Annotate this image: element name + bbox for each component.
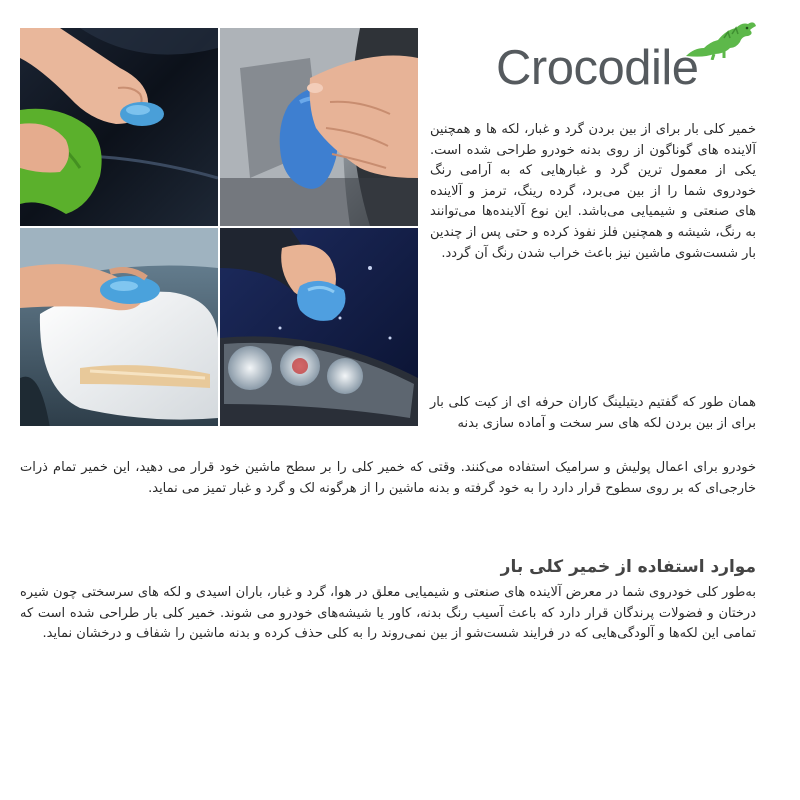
photo-3-image	[20, 228, 218, 426]
photo-hand-clay-bar-dark-car-door	[20, 28, 218, 226]
brand-logo	[496, 18, 766, 102]
uses-paragraph: به‌طور کلی خودروی شما در معرض آلاینده های صنعتی و شیمیایی معلق در هوا، گرد و غبار، باران اسیدی و لکه های سرسختی چون شیره درختان و فضولات پرندگان قرار دارد که باعث آسیب رنگ بدنه، کاور یا شیشه‌های خودرو می شوند. خمیر کلی بار طراحی شده است که تمامی این لکه‌ها و آلودگی‌هایی که در فرایند شست‌شو از بین نمی‌روند را به کلی حذف کرده و بدنه ماشین را شفاف و درخشان نماید.	[20, 585, 756, 642]
detailing-paragraph-top: همان طور که گفتیم دیتیلینگ کاران حرفه ای از کیت کلی بار برای از بین بردن لکه های سر سخت و آماده سازی بدنه	[430, 395, 756, 431]
photo-grid	[20, 28, 418, 426]
crocodile-icon	[684, 18, 758, 60]
intro-paragraph: خمیر کلی بار برای از بین بردن گرد و غبار، لکه ها و همچنین آلاینده های گوناگون از روی بدنه خودرو طراحی شده است. یکی از معمول ترین گرد و غبارهایی که به آرامی رنگ خودروی شما را از بین می‌برد، گرده رینگ، ترمز و آلاینده های صنعتی و شیمیایی می‌باشد. این نوع آلاینده‌ها می‌توانند به رنگ، شیشه و همچنین فلز نفوذ کرده و حتی پس از چندین بار شست‌شوی ماشین نیز باعث خراب شدن رنگ آن گردد.	[430, 122, 756, 261]
photo-clay-bar-on-headlight	[220, 228, 418, 426]
photo-1-image	[20, 28, 218, 226]
photo-2-image	[220, 28, 418, 226]
section-heading: موارد استفاده از خمیر کلی بار	[500, 557, 756, 577]
photo-4-image	[220, 228, 418, 426]
detailing-paragraph-bottom: خودرو برای اعمال پولیش و سرامیک استفاده می‌کنند. وقتی که خمیر کلی را بر سطح ماشین خود قرار می دهید، این خمیر تمام ذرات خارجی‌ای که بر روی سطوح قرار دارد را به خود گرفته و بدنه ماشین را از هرگونه لک و گرد و غبار تمیز می نماید.	[20, 460, 756, 496]
photo-clay-bar-on-white-car-mirror	[20, 228, 218, 426]
photo-blue-clay-bar-on-wheel-rim	[220, 28, 418, 226]
brand-logo-text: Crocodile	[496, 41, 699, 95]
